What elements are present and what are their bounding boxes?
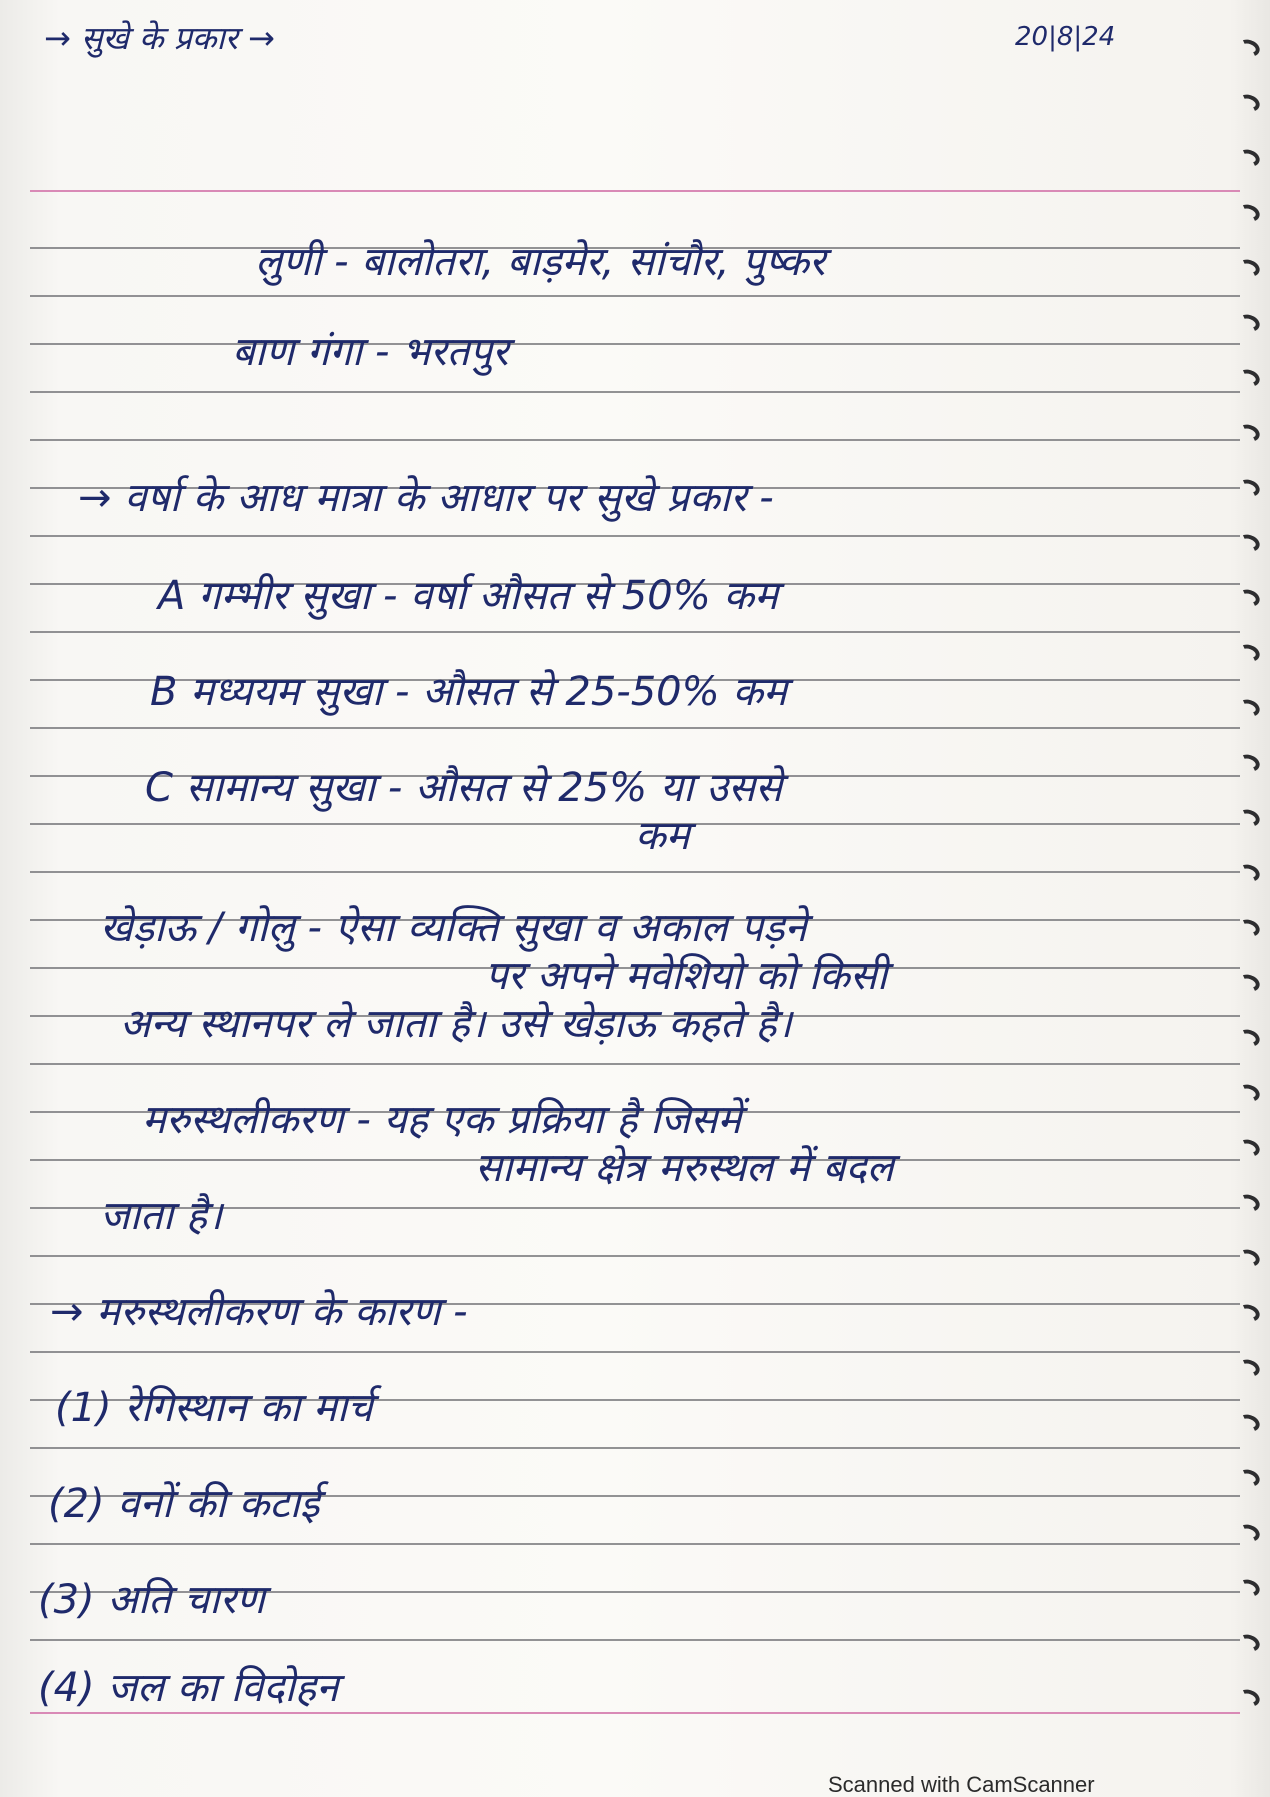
note-definition-khedau: खेड़ाऊ / गोलु - ऐसा व्यक्ति सुखा व अकाल पड़ने [100,905,807,951]
footer-margin-line [30,1712,1240,1714]
note-item-moderate-drought: B मध्ययम सुखा - औसत से 25-50% कम [150,669,787,715]
spiral-ring [1236,477,1262,500]
ruled-line [30,295,1240,297]
spiral-ring [1236,642,1262,665]
note-line-luni: लुणी - बालोतरा, बाड़मेर, सांचौर, पुष्कर [255,239,826,285]
spiral-ring [1236,1577,1262,1600]
spiral-ring [1236,367,1262,390]
ruled-line [30,343,1240,345]
note-item-severe-drought: A गम्भीर सुखा - वर्षा औसत से 50% कम [158,573,779,619]
spiral-ring [1236,37,1262,60]
note-definition-khedau-cont2: अन्य स्थानपर ले जाता है। उसे खेड़ाऊ कहते है। [120,1001,792,1047]
note-cause-1: (1) रेगिस्थान का मार्च [55,1385,373,1431]
spiral-ring [1236,1247,1262,1270]
note-definition-desertification: मरुस्थलीकरण - यह एक प्रक्रिया है जिसमें [142,1097,742,1143]
note-cause-2: (2) वनों की कटाई [48,1481,320,1527]
ruled-line [30,1447,1240,1449]
spiral-ring [1236,1632,1262,1655]
note-item-normal-drought: C सामान्य सुखा - औसत से 25% या उससे [145,765,783,811]
spiral-ring [1236,862,1262,885]
spiral-ring [1236,1302,1262,1325]
spiral-ring [1236,587,1262,610]
spiral-ring [1236,147,1262,170]
spiral-ring [1236,92,1262,115]
spiral-ring [1236,697,1262,720]
note-cause-3: (3) अति चारण [38,1577,265,1623]
ruled-line [30,391,1240,393]
note-definition-khedau-cont1: पर अपने मवेशियो को किसी [485,953,888,999]
ruled-line [30,1351,1240,1353]
spiral-ring [1236,1137,1262,1160]
spiral-ring [1236,1687,1262,1710]
spiral-ring [1236,257,1262,280]
ruled-line [30,727,1240,729]
spiral-ring [1236,1467,1262,1490]
scanner-watermark: Scanned with CamScanner [828,1772,1095,1797]
spiral-ring [1236,312,1262,335]
spiral-ring [1236,972,1262,995]
ruled-line [30,631,1240,633]
note-heading-desertification-causes: → मरुस्थलीकरण के कारण - [50,1289,468,1335]
ruled-line [30,871,1240,873]
ruled-line [30,1255,1240,1257]
spiral-ring [1236,1192,1262,1215]
ruled-line [30,1639,1240,1641]
note-cause-4: (4) जल का विदोहन [38,1665,339,1711]
page-date: 20|8|24 [1015,22,1116,52]
spiral-ring [1236,1357,1262,1380]
ruled-line [30,1543,1240,1545]
spiral-ring [1236,807,1262,830]
note-definition-desertification-cont1: सामान्य क्षेत्र मरुस्थल में बदल [475,1145,894,1191]
spiral-ring [1236,202,1262,225]
note-item-normal-drought-cont: कम [635,813,690,859]
note-heading-drought-types: → वर्षा के आध मात्रा के आधार पर सुखे प्रकार - [78,475,774,521]
spiral-ring [1236,1082,1262,1105]
spiral-ring [1236,1027,1262,1050]
page-title: → सुखे के प्रकार → [44,19,275,57]
ruled-line [30,439,1240,441]
ruled-line [30,535,1240,537]
note-definition-desertification-cont2: जाता है। [100,1193,223,1239]
note-line-banganga: बाण गंगा - भरतपुर [232,329,509,375]
spiral-ring [1236,1412,1262,1435]
spiral-ring [1236,752,1262,775]
header-margin-line [30,190,1240,192]
spiral-ring [1236,1522,1262,1545]
ruled-line [30,1063,1240,1065]
